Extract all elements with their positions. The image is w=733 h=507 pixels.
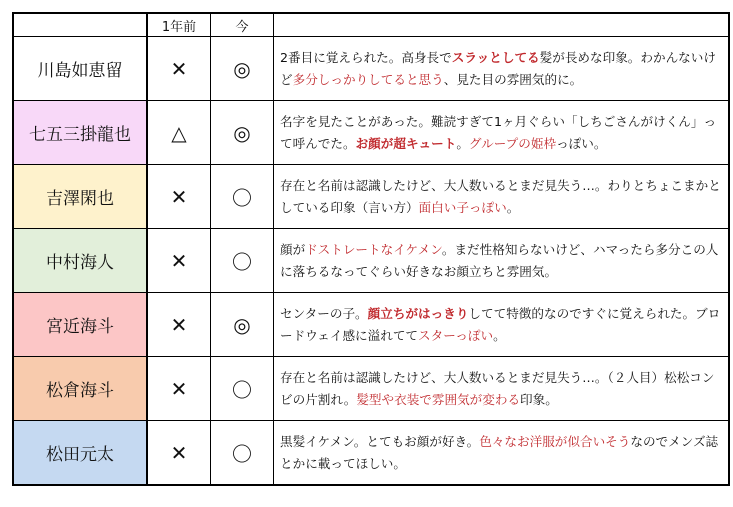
highlighted-text: お顔が超キュート bbox=[355, 135, 457, 151]
comment-text: 。 bbox=[493, 327, 506, 343]
comment-text: 存在と名前は認識したけど、大人数いるとまだ見失う…。わりとちょこまかとしている印象（言い方） bbox=[280, 177, 721, 215]
comment-cell bbox=[274, 293, 730, 357]
now-mark: 〇 bbox=[211, 421, 274, 486]
member-name: 中村海人 bbox=[13, 229, 147, 293]
comment-text: 顔が bbox=[280, 241, 306, 257]
last-year-mark: ✕ bbox=[147, 421, 211, 486]
last-year-mark: ✕ bbox=[147, 37, 211, 101]
comment-text: 。 bbox=[506, 199, 520, 215]
now-mark: 〇 bbox=[211, 165, 274, 229]
member-name: 松倉海斗 bbox=[13, 357, 147, 421]
header-now: 今 bbox=[211, 13, 274, 37]
comment-text: 、見た目の雰囲気的に。 bbox=[443, 71, 583, 87]
table-row bbox=[13, 293, 729, 357]
comment-text: 2番目に覚えられた。高身長で bbox=[280, 49, 452, 65]
highlighted-text: 色々なお洋服が似合いそう bbox=[479, 433, 631, 449]
member-name: 松田元太 bbox=[13, 421, 147, 486]
member-name: 七五三掛龍也 bbox=[13, 101, 147, 165]
comment-cell bbox=[274, 357, 730, 421]
now-mark: ◎ bbox=[211, 37, 274, 101]
last-year-mark: ✕ bbox=[147, 165, 211, 229]
last-year-mark: △ bbox=[147, 101, 211, 165]
table-row bbox=[13, 165, 729, 229]
highlighted-text: 髪型や衣装で雰囲気が変わる bbox=[356, 391, 521, 407]
comment-cell bbox=[274, 165, 730, 229]
comment-text: なのでメンズ誌とかに載ってほしい。 bbox=[280, 433, 719, 471]
highlighted-text: スラッとしてる bbox=[451, 49, 540, 65]
comment-text: してて特徴的なのですぐに覚えられた。ブロードウェイ感に溢れてて bbox=[280, 305, 721, 343]
highlighted-text: 面白い子っぽい bbox=[418, 199, 507, 215]
highlighted-text: スターっぽい bbox=[418, 327, 494, 343]
last-year-mark: ✕ bbox=[147, 293, 211, 357]
now-mark: ◎ bbox=[211, 293, 274, 357]
comment-cell bbox=[274, 421, 730, 486]
member-name: 吉澤閑也 bbox=[13, 165, 147, 229]
member-name: 宮近海斗 bbox=[13, 293, 147, 357]
comment-text: 髪が長めな印象。わかんないけど bbox=[280, 49, 716, 87]
now-mark: 〇 bbox=[211, 229, 274, 293]
comment-text: 印象。 bbox=[520, 391, 558, 407]
highlighted-text: 多分しっかりしてると思う bbox=[292, 71, 444, 87]
member-impression-table bbox=[12, 12, 730, 486]
table-row bbox=[13, 421, 729, 486]
comment-cell bbox=[274, 37, 730, 101]
now-mark: 〇 bbox=[211, 357, 274, 421]
now-mark: ◎ bbox=[211, 101, 274, 165]
last-year-mark: ✕ bbox=[147, 357, 211, 421]
comment-text: っぽい。 bbox=[556, 135, 607, 151]
highlighted-text: 顔立ちがはっきり bbox=[367, 305, 469, 321]
comment-text: センターの子。 bbox=[280, 305, 368, 321]
header-comment-cell bbox=[274, 13, 730, 37]
table-row bbox=[13, 37, 729, 101]
comment-text: 。まだ性格知らないけど、ハマったら多分この人に落ちるなってぐらい好きなお顔立ちと雰囲気。 bbox=[280, 241, 719, 279]
highlighted-text: グループの姫枠 bbox=[468, 135, 557, 151]
comment-text: 名字を見たことがあった。難読すぎて1ヶ月ぐらい「しちごさんがけくん」って呼んでた。 bbox=[280, 113, 717, 151]
header-name-cell bbox=[13, 13, 147, 37]
comment-cell bbox=[274, 101, 730, 165]
comment-text: 。 bbox=[456, 135, 469, 151]
last-year-mark: ✕ bbox=[147, 229, 211, 293]
comment-cell bbox=[274, 229, 730, 293]
table-row bbox=[13, 229, 729, 293]
member-name: 川島如恵留 bbox=[13, 37, 147, 101]
table-row bbox=[13, 101, 729, 165]
comment-text: 存在と名前は認識したけど、大人数いるとまだ見失う…。（２人目）松松コンビの片割れ。 bbox=[280, 369, 715, 407]
table-row bbox=[13, 357, 729, 421]
comment-text: 黒髪イケメン。とてもお顔が好き。 bbox=[280, 433, 480, 449]
highlighted-text: ドストレートなイケメン bbox=[305, 241, 442, 257]
header-last-year: 1年前 bbox=[147, 13, 211, 37]
header-row bbox=[13, 13, 729, 37]
